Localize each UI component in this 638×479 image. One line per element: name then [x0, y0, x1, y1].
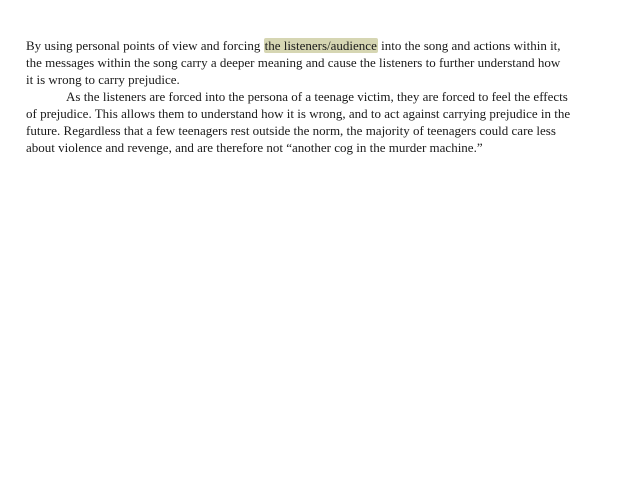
paragraph-2: [26, 88, 626, 156]
paragraph-2-line-3: future. Regardless that a few teenagers rest outside the norm, the majority of teenagers could care less: [26, 123, 556, 138]
highlighted-phrase[interactable]: the listeners/audience: [264, 38, 377, 53]
paragraph-2-line-4: about violence and revenge, and are therefore not “another cog in the murder machine.”: [26, 140, 483, 155]
text-segment: By using personal points of view and forcing: [26, 38, 264, 53]
paragraph-1-line-1: [26, 37, 626, 54]
paragraph-1-line-2: the messages within the song carry a deeper meaning and cause the listeners to further understand how: [26, 55, 561, 70]
paragraph-1-line-3: it is wrong to carry prejudice.: [26, 72, 180, 87]
paragraph-1: [26, 37, 626, 88]
paragraph-2-line-2: of prejudice. This allows them to understand how it is wrong, and to act against carrying prejudice in the: [26, 106, 571, 121]
document-body: [26, 37, 626, 156]
paragraph-2-line-1: As the listeners are forced into the persona of a teenage victim, they are forced to feel the effects: [66, 89, 568, 104]
text-segment: into the song and actions within it,: [377, 38, 561, 53]
